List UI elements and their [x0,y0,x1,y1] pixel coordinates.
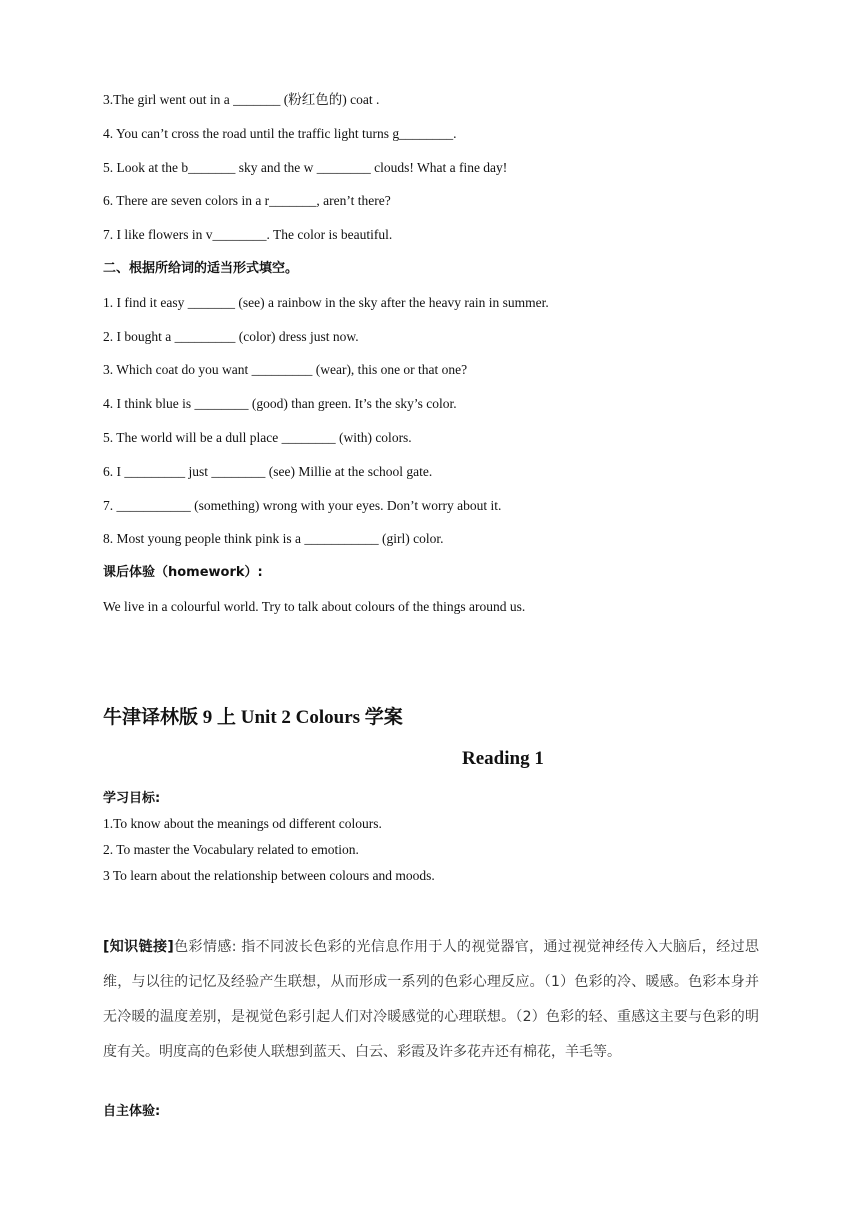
exercise-line: 6. There are seven colors in a r_______, aren’t there? [103,193,391,208]
exercise-line: 4. You can’t cross the road until the traffic light turns g________. [103,126,457,141]
exercise-line: 6. I _________ just ________ (see) Millie at the school gate. [103,464,433,479]
document-subtitle: Reading 1 [462,748,544,769]
exercise-line: 3.The girl went out in a _______ (粉红色的) coat . [103,92,380,107]
exercise-line: 5. The world will be a dull place ________ (with) colors. [103,430,412,445]
homework-heading: 课后体验（homework）: [103,565,263,580]
exercise-line: 7. ___________ (something) wrong with your eyes. Don’t worry about it. [103,498,502,513]
document-title: 牛津译林版 9 上 Unit 2 Colours 学案 [103,707,403,728]
exercise-line: 1. I find it easy _______ (see) a rainbow in the sky after the heavy rain in summer. [103,295,549,310]
self-experience-heading: 自主体验: [103,1104,161,1119]
homework-text: We live in a colourful world. Try to talk about colours of the things around us. [103,599,526,614]
knowledge-paragraph [103,930,759,1070]
exercise-line: 5. Look at the b_______ sky and the w ________ clouds! What a fine day! [103,160,508,175]
objective-item: 2. To master the Vocabulary related to emotion. [103,842,359,857]
section-heading: 二、根据所给词的适当形式填空。 [103,261,299,276]
exercise-line: 3. Which coat do you want _________ (wear), this one or that one? [103,362,468,377]
objective-item: 1.To know about the meanings od different colours. [103,816,382,831]
exercise-line: 7. I like flowers in v________. The color is beautiful. [103,227,393,242]
objectives-heading: 学习目标: [103,791,161,806]
exercise-line: 4. I think blue is ________ (good) than green. It’s the sky’s color. [103,396,457,411]
exercise-line: 8. Most young people think pink is a ___________ (girl) color. [103,531,444,546]
knowledge-text: 色彩情感: 指不同波长色彩的光信息作用于人的视觉器官，通过视觉神经传入大脑后，经过思维，与以往的记忆及经验产生联想，从而形成一系列的色彩心理反应。（1）色彩的冷、暖感。色彩本身并无冷暖的温度差别，是视觉色彩引起人们对冷暖感觉的心理联想。（2）色彩的轻、重感这主要与色彩的明度有关。明度高的色彩使人联想到蓝天、白云、彩霞及许多花卉还有棉花，羊毛等。 [103,939,760,1060]
exercise-line: 2. I bought a _________ (color) dress just now. [103,329,359,344]
objective-item: 3 To learn about the relationship between colours and moods. [103,868,435,883]
knowledge-label: [知识链接] [103,939,174,955]
